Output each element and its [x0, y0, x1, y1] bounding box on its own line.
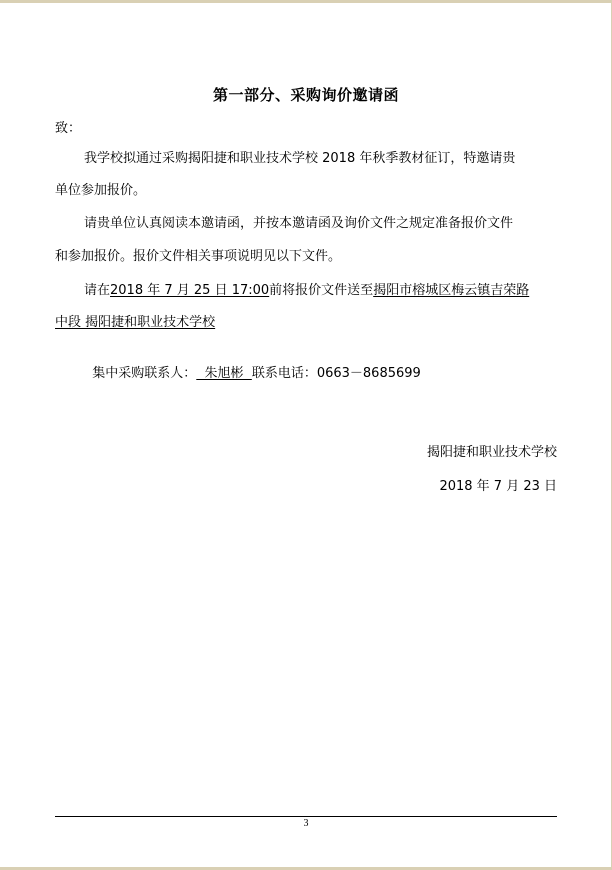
signature-date: 2018 年 7 月 23 日: [439, 479, 557, 494]
footer-divider: [55, 816, 557, 817]
document-title: 第一部分、采购询价邀请函: [212, 86, 399, 104]
contact-person-name: 朱旭彬: [196, 366, 252, 381]
contact-phone-label: 联系电话：: [251, 366, 317, 381]
paragraph-3-line-2: [55, 314, 215, 332]
contact-phone-value: 0663－8685699: [316, 366, 421, 381]
paragraph-1-line-1: 我学校拟通过采购揭阳捷和职业技术学校 2018 年秋季教材征订，特邀请贵: [84, 151, 516, 166]
paragraph-3-prefix: 请在: [84, 283, 111, 298]
contact-person-label: 集中采购联系人：: [92, 366, 197, 381]
paragraph-3-middle: 前将报价文件送至: [269, 283, 374, 298]
paragraph-3-line-1: [84, 282, 529, 300]
paragraph-1-line-2: 单位参加报价。: [55, 183, 147, 198]
paragraph-2-line-2: 和参加报价。报价文件相关事项说明见以下文件。: [55, 249, 342, 264]
address-part-1: 揭阳市榕城区梅云镇吉荣路: [373, 283, 530, 298]
address-part-2: 中段 揭阳捷和职业技术学校: [55, 315, 216, 330]
contact-line: [84, 347, 421, 383]
salutation: 致：: [55, 121, 82, 136]
signature-org: 揭阳捷和职业技术学校: [426, 445, 557, 460]
page-number: 3: [303, 818, 309, 829]
paragraph-2-line-1: 请贵单位认真阅读本邀请函，并按本邀请函及询价文件之规定准备报价文件: [84, 216, 514, 231]
deadline-text: 2018 年 7 月 25 日 17:00: [110, 283, 270, 298]
